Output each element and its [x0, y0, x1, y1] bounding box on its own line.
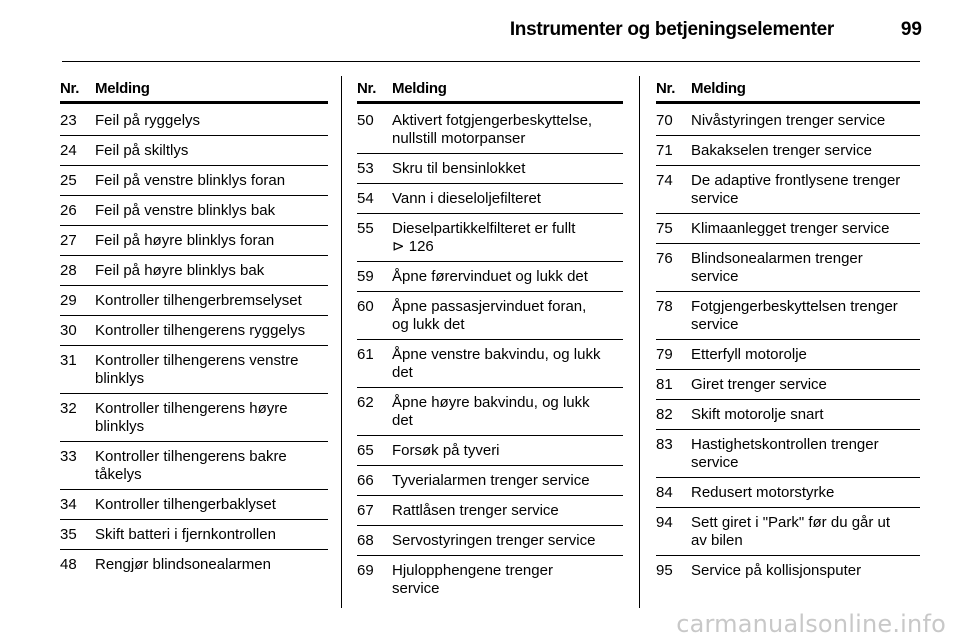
message-number: 95	[656, 562, 673, 579]
table-header	[656, 80, 920, 104]
table-row	[656, 514, 920, 556]
table-row	[60, 202, 328, 226]
message-text	[95, 112, 328, 130]
message-text	[95, 400, 328, 436]
message-line: Skru til bensinlokket	[392, 160, 526, 177]
message-text	[392, 268, 623, 286]
table-row	[656, 436, 920, 478]
message-line: det	[392, 412, 413, 429]
table-row	[656, 112, 920, 136]
message-text	[392, 160, 623, 178]
table-row	[60, 496, 328, 520]
message-number: 83	[656, 436, 673, 453]
message-line: Servostyringen trenger service	[392, 532, 596, 549]
message-number: 69	[357, 562, 374, 579]
table-row	[656, 346, 920, 370]
message-line: Feil på høyre blinklys foran	[95, 232, 275, 249]
message-text	[691, 514, 920, 550]
table-row	[60, 262, 328, 286]
message-number: 62	[357, 394, 374, 411]
message-text	[95, 448, 328, 484]
header-message: Melding	[691, 80, 746, 97]
message-line: service	[691, 190, 739, 207]
message-text	[95, 262, 328, 280]
message-text	[95, 322, 328, 340]
column-divider	[341, 76, 342, 608]
message-table-2	[357, 80, 623, 609]
message-text	[392, 394, 623, 430]
message-number: 81	[656, 376, 673, 393]
message-number: 35	[60, 526, 77, 543]
message-line: Feil på venstre blinklys foran	[95, 172, 286, 189]
message-line: Feil på høyre blinklys bak	[95, 262, 265, 279]
table-row	[357, 394, 623, 436]
message-number: 54	[357, 190, 374, 207]
message-line: Nivåstyringen trenger service	[691, 112, 886, 129]
table-row	[656, 562, 920, 585]
table-row	[357, 220, 623, 262]
message-line: Etterfyll motorolje	[691, 346, 807, 363]
table-row	[656, 484, 920, 508]
page-number: 99	[900, 19, 922, 40]
message-text	[691, 436, 920, 472]
message-text	[95, 292, 328, 310]
message-text	[691, 142, 920, 160]
message-text	[691, 376, 920, 394]
message-number: 71	[656, 142, 673, 159]
message-text	[95, 526, 328, 544]
table-row	[656, 172, 920, 214]
message-line: Blindsonealarmen trenger	[691, 250, 863, 267]
message-line: Kontroller tilhengerens høyre	[95, 400, 288, 417]
message-text	[392, 532, 623, 550]
page-title: Instrumenter og betjeningselementer	[509, 19, 834, 40]
message-number: 33	[60, 448, 77, 465]
message-number: 53	[357, 160, 374, 177]
message-line: Fotgjengerbeskyttelsen trenger	[691, 298, 898, 315]
table-row	[357, 532, 623, 556]
header-message: Melding	[392, 80, 447, 97]
message-number: 32	[60, 400, 77, 417]
table-row	[60, 232, 328, 256]
message-text	[691, 220, 920, 238]
message-text	[392, 112, 623, 148]
message-line: det	[392, 364, 413, 381]
message-text	[691, 172, 920, 208]
message-text	[95, 142, 328, 160]
table-header	[60, 80, 328, 104]
message-line: nullstill motorpanser	[392, 130, 526, 147]
message-line: Dieselpartikkelfilteret er fullt	[392, 220, 576, 237]
message-line: De adaptive frontlysene trenger	[691, 172, 901, 189]
table-row	[60, 292, 328, 316]
message-line: Kontroller tilhengerens venstre	[95, 352, 299, 369]
message-text	[392, 502, 623, 520]
message-text	[691, 346, 920, 364]
message-text	[392, 190, 623, 208]
message-line: Forsøk på tyveri	[392, 442, 500, 459]
table-row	[60, 322, 328, 346]
header-nr: Nr.	[357, 80, 377, 97]
message-number: 28	[60, 262, 77, 279]
message-number: 34	[60, 496, 77, 513]
table-row	[357, 160, 623, 184]
header-message: Melding	[95, 80, 150, 97]
message-line: service	[392, 580, 440, 597]
message-number: 74	[656, 172, 673, 189]
message-line: Rattlåsen trenger service	[392, 502, 559, 519]
table-row	[60, 400, 328, 442]
message-number: 70	[656, 112, 673, 129]
message-line: Kontroller tilhengerbaklyset	[95, 496, 276, 513]
table-row	[357, 298, 623, 340]
message-line: Åpne venstre bakvindu, og lukk	[392, 346, 601, 363]
message-line: Giret trenger service	[691, 376, 827, 393]
message-text	[95, 556, 328, 574]
message-number: 82	[656, 406, 673, 423]
message-number: 65	[357, 442, 374, 459]
message-line: Skift motorolje snart	[691, 406, 824, 423]
message-line: av bilen	[691, 532, 743, 549]
message-line: Åpne høyre bakvindu, og lukk	[392, 394, 590, 411]
message-number: 66	[357, 472, 374, 489]
message-number: 60	[357, 298, 374, 315]
table-row	[60, 526, 328, 550]
message-text	[691, 250, 920, 286]
message-number: 23	[60, 112, 77, 129]
message-line: Redusert motorstyrke	[691, 484, 835, 501]
message-number: 25	[60, 172, 77, 189]
message-line: Hastighetskontrollen trenger	[691, 436, 879, 453]
table-row	[357, 112, 623, 154]
message-line: blinklys	[95, 418, 145, 435]
table-row	[60, 172, 328, 196]
message-number: 29	[60, 292, 77, 309]
message-text	[691, 112, 920, 130]
message-text	[95, 232, 328, 250]
message-line: Åpne førervinduet og lukk det	[392, 268, 588, 285]
message-text	[392, 298, 623, 334]
message-line: service	[691, 268, 739, 285]
message-number: 78	[656, 298, 673, 315]
table-row	[656, 376, 920, 400]
table-row	[357, 502, 623, 526]
message-line: Aktivert fotgjengerbeskyttelse,	[392, 112, 593, 129]
table-row	[357, 562, 623, 603]
table-row	[60, 352, 328, 394]
message-line: Kontroller tilhengerens ryggelys	[95, 322, 306, 339]
message-line: Vann i dieseloljefilteret	[392, 190, 541, 207]
table-row	[656, 406, 920, 430]
message-text	[392, 442, 623, 460]
message-line: Feil på ryggelys	[95, 112, 201, 129]
table-row	[60, 112, 328, 136]
message-text	[95, 172, 328, 190]
message-line: service	[691, 454, 739, 471]
message-line: Tyverialarmen trenger service	[392, 472, 590, 489]
message-line: Kontroller tilhengerbremselyset	[95, 292, 302, 309]
table-row	[357, 472, 623, 496]
message-number: 26	[60, 202, 77, 219]
table-row	[656, 250, 920, 292]
message-line: Feil på venstre blinklys bak	[95, 202, 276, 219]
page-header	[0, 0, 960, 60]
message-number: 84	[656, 484, 673, 501]
message-number: 79	[656, 346, 673, 363]
message-table-1	[60, 80, 328, 585]
message-text	[95, 352, 328, 388]
column-divider	[639, 76, 640, 608]
message-number: 76	[656, 250, 673, 267]
message-text	[691, 562, 920, 580]
message-line: Rengjør blindsonealarmen	[95, 556, 271, 573]
table-row	[357, 346, 623, 388]
message-line: Sett giret i "Park" før du går ut	[691, 514, 891, 531]
message-line: Feil på skiltlys	[95, 142, 189, 159]
message-number: 31	[60, 352, 77, 369]
watermark: carmanualsonline.info	[676, 610, 946, 638]
message-text	[392, 472, 623, 490]
table-row	[60, 142, 328, 166]
message-number: 67	[357, 502, 374, 519]
message-text	[691, 298, 920, 334]
message-line: ⊳ 126	[392, 238, 434, 255]
message-line: Hjulopphengene trenger	[392, 562, 553, 579]
header-nr: Nr.	[60, 80, 80, 97]
message-number: 30	[60, 322, 77, 339]
table-header	[357, 80, 623, 104]
table-row	[60, 556, 328, 579]
message-number: 50	[357, 112, 374, 129]
message-text	[95, 202, 328, 220]
message-text	[691, 484, 920, 502]
table-row	[656, 298, 920, 340]
message-table-3	[656, 80, 920, 591]
message-number: 94	[656, 514, 673, 531]
header-rule	[62, 61, 920, 62]
table-row	[357, 442, 623, 466]
message-text	[392, 220, 623, 256]
message-text	[691, 406, 920, 424]
message-text	[392, 346, 623, 382]
message-line: tåkelys	[95, 466, 142, 483]
message-line: Bakakselen trenger service	[691, 142, 872, 159]
message-line: Klimaanlegget trenger service	[691, 220, 890, 237]
message-number: 55	[357, 220, 374, 237]
message-text	[392, 562, 623, 598]
table-row	[357, 190, 623, 214]
header-nr: Nr.	[656, 80, 676, 97]
message-line: Åpne passasjervinduet foran,	[392, 298, 587, 315]
message-number: 48	[60, 556, 77, 573]
message-line: blinklys	[95, 370, 145, 387]
message-number: 75	[656, 220, 673, 237]
table-row	[656, 142, 920, 166]
message-number: 27	[60, 232, 77, 249]
message-number: 59	[357, 268, 374, 285]
message-number: 68	[357, 532, 374, 549]
message-line: Skift batteri i fjernkontrollen	[95, 526, 276, 543]
message-number: 24	[60, 142, 77, 159]
message-text	[95, 496, 328, 514]
message-line: Service på kollisjonsputer	[691, 562, 862, 579]
table-row	[357, 268, 623, 292]
message-line: og lukk det	[392, 316, 465, 333]
table-row	[656, 220, 920, 244]
table-row	[60, 448, 328, 490]
message-line: service	[691, 316, 739, 333]
message-number: 61	[357, 346, 374, 363]
message-line: Kontroller tilhengerens bakre	[95, 448, 287, 465]
